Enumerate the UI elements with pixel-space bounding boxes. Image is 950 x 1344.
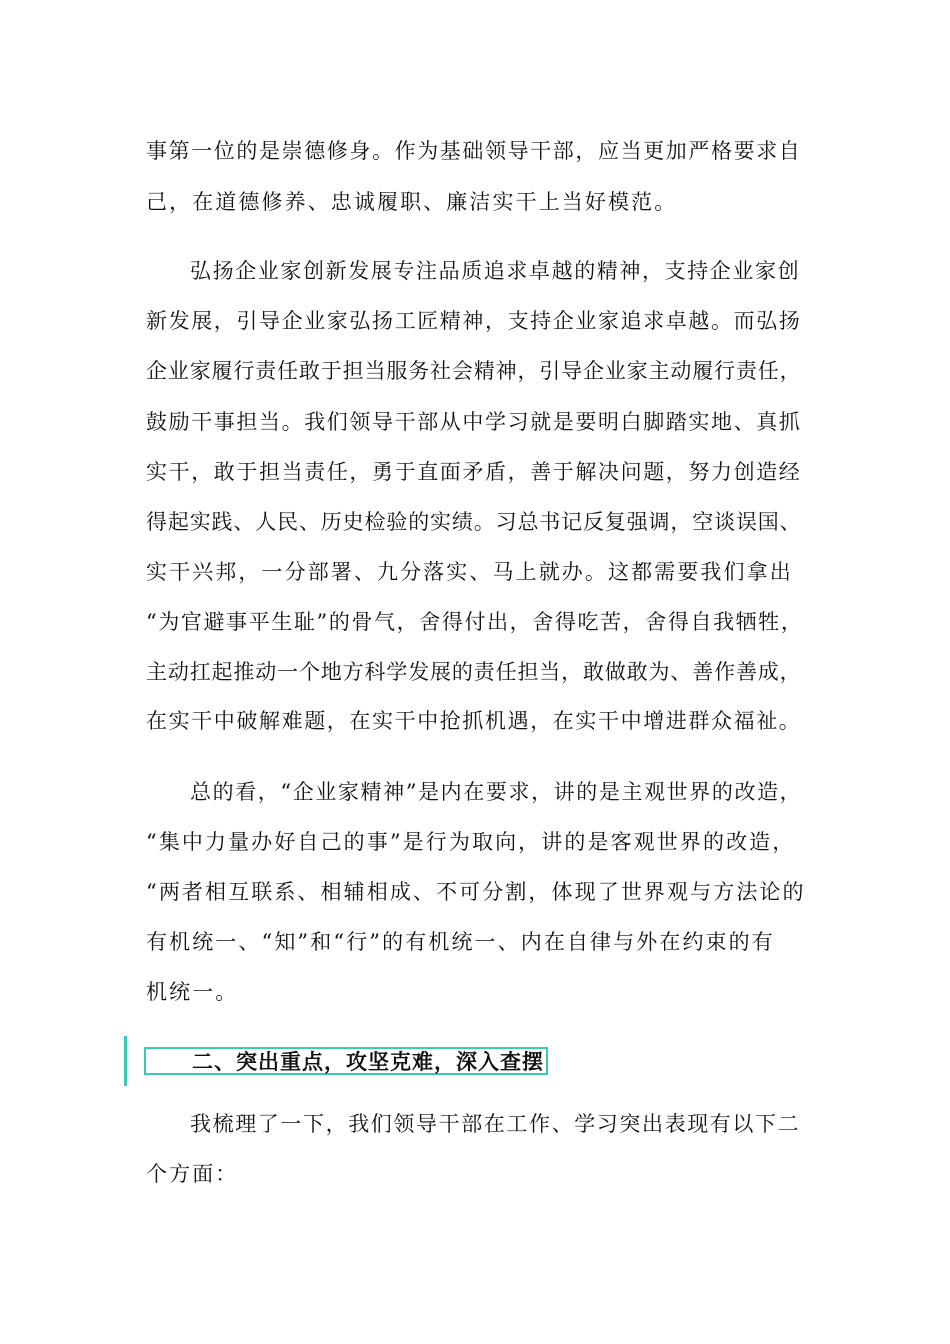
- paragraph-1-line-1: 事第一位的是崇德修身。作为基础领导干部，应当更加严格要求自: [146, 139, 802, 163]
- paragraph-2-line-6: 得起实践、人民、历史检验的实绩。习总书记反复强调，空谈误国、: [146, 510, 802, 534]
- paragraph-3-line-2: “集中力量办好自己的事”是行为取向，讲的是客观世界的改造，: [146, 830, 796, 854]
- paragraph-2-line-3: 企业家履行责任敢于担当服务社会精神，引导企业家主动履行责任，: [146, 359, 802, 383]
- paragraph-4-line-1: 我梳理了一下，我们领导干部在工作、学习突出表现有以下二: [190, 1112, 801, 1136]
- paragraph-3-line-5: 机统一。: [146, 980, 239, 1004]
- paragraph-3-line-1: 总的看，“企业家精神”是内在要求，讲的是主观世界的改造，: [190, 780, 803, 804]
- paragraph-2-line-1: 弘扬企业家创新发展专注品质追求卓越的精神，支持企业家创: [190, 259, 801, 283]
- paragraph-2-line-10: 在实干中破解难题，在实干中抢抓机遇，在实干中增进群众福祉。: [146, 709, 802, 733]
- paragraph-2-line-7: 实干兴邦，一分部署、九分落实、马上就办。这都需要我们拿出: [146, 560, 793, 584]
- paragraph-2-line-5: 实干，敢于担当责任，勇于直面矛盾，善于解决问题，努力创造经: [146, 460, 802, 484]
- paragraph-2-line-2: 新发展，引导企业家弘扬工匠精神，支持企业家追求卓越。而弘扬: [146, 309, 802, 333]
- section-heading: 二、突出重点，攻坚克难，深入查摆: [192, 1050, 544, 1074]
- paragraph-2-line-8: “为官避事平生耻”的骨气，舍得付出，舍得吃苦，舍得自我牺牲，: [146, 610, 804, 634]
- paragraph-2-line-4: 鼓励干事担当。我们领导干部从中学习就是要明白脚踏实地、真抓: [146, 410, 802, 434]
- paragraph-2-line-9: 主动扛起推动一个地方科学发展的责任担当，敢做敢为、善作善成，: [146, 660, 802, 684]
- paragraph-3-line-4: 有机统一、“知”和“行”的有机统一、内在自律与外在约束的有: [146, 930, 775, 954]
- paragraph-3-line-3: “两者相互联系、相辅相成、不可分割，体现了世界观与方法论的: [146, 880, 806, 904]
- heading-accent-bar: [124, 1036, 127, 1086]
- paragraph-4-line-2: 个方面：: [146, 1162, 239, 1186]
- paragraph-1-line-2: 己，在道德修养、忠诚履职、廉洁实干上当好模范。: [146, 190, 678, 214]
